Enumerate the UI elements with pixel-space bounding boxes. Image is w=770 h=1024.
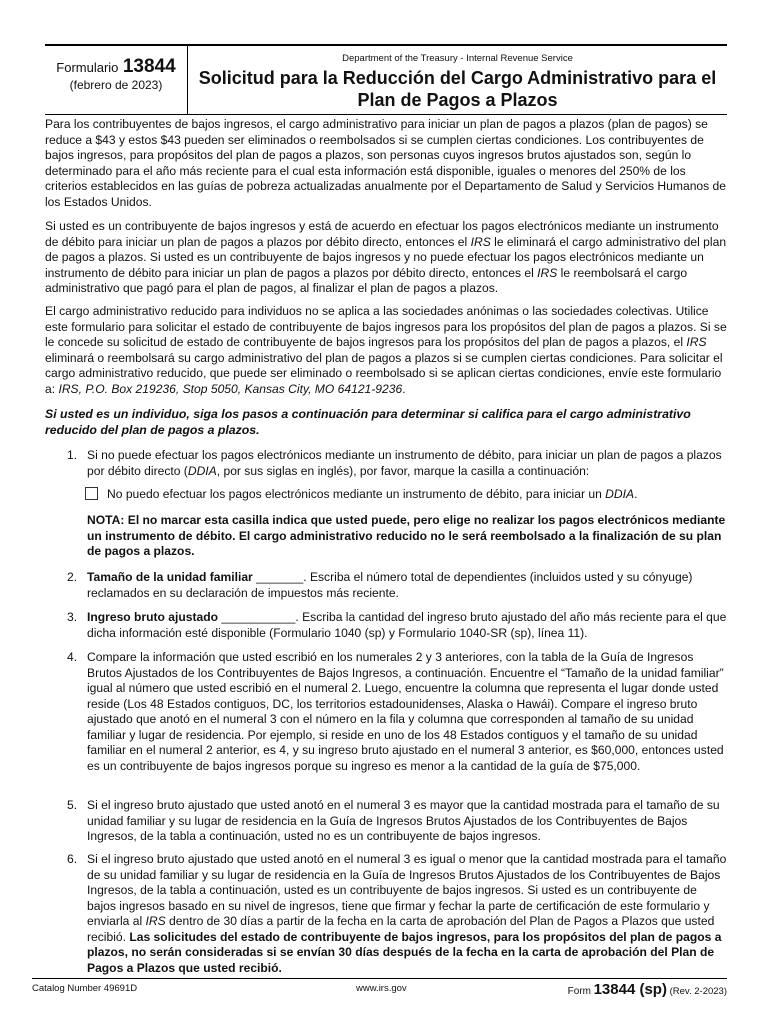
title-line-1: Solicitud para la Reducción del Cargo Administrativo para el: [198, 68, 717, 88]
instructions-lead: Si usted es un individuo, siga los pasos a continuación para determinar si califica para el cargo administrativo reducido del plan de pagos a plazos.: [45, 407, 691, 437]
intro-paragraph-1: Para los contribuyentes de bajos ingresos, el cargo administrativo para iniciar un plan de pagos a plazos (plan de pagos) se reduce a $43 y estos $43 pueden ser eliminados o reembolsados si se cumplen ciertas condiciones. Los contribuyentes de bajos ingresos, para propósitos del plan de pagos a plazos, son personas cuyos ingresos brutos ajustados son, según lo determinado para el año más reciente para el cual esta información está disponible, iguales o menores del 250% de los criterios establecidos en las guías de pobreza actualizadas anualmente por el Departamento de Salud y Servicios Humanos de los Estados Unidos.: [45, 117, 726, 209]
title-line-2: Plan de Pagos a Plazos: [357, 90, 558, 110]
p2-irs-1: IRS: [470, 234, 491, 249]
footer-form-id: [568, 981, 727, 998]
step-6-number: 6.: [67, 852, 78, 866]
debit-checkbox-row: [85, 487, 725, 503]
step-1-number: 1.: [67, 448, 78, 462]
form-id-box: [45, 46, 188, 114]
form-number: 13844: [122, 56, 176, 77]
debit-checkbox[interactable]: [85, 487, 98, 500]
title-box: [188, 46, 727, 114]
step-1-ddia: DDIA: [187, 463, 217, 478]
step-5-number: 5.: [67, 798, 78, 812]
p2-text-b: le eliminará el cargo administrativo del plan de pagos a plazos. Si usted es un contribuyente de bajos ingresos y no puede efectuar los pagos electrónicos mediante un instrumento de débito para iniciar un plan de pagos a plazos por débito directo, entonces el: [45, 234, 727, 280]
footer-form-number: 13844 (sp): [593, 981, 667, 998]
step-5: [67, 798, 727, 845]
footer-form-word: Form: [567, 986, 591, 997]
agi-field[interactable]: ___________: [218, 610, 296, 624]
p3-irs: IRS: [686, 335, 707, 349]
step-6-text-a: Si el ingreso bruto ajustado que usted anotó en el numeral 3 es igual o menor que la cantidad mostrada para el tamaño de su unidad familiar y su lugar de residencia en la Guía de Ingresos Brutos Ajustados de los Contribuyentes de Bajos Ingresos, de la tabla a continuación, usted es un contribuyente de bajos ingresos. Si usted es un contribuyente de bajos ingresos basado en su nivel de ingresos, tiene que firmar y fechar la parte de certificación de este formulario y enviarla al: [87, 852, 727, 928]
step-3-text: [87, 610, 727, 641]
step-1-text: [87, 448, 727, 479]
mailing-address: IRS, P.O. Box 219236, Stop 5050, Kansas City, MO 64121-9236: [58, 381, 403, 396]
step-2-rest: . Escriba el número total de dependientes (incluidos usted y su cónyuge) reclamados en su declaración de impuestos más reciente.: [87, 570, 693, 600]
department-line: Department of the Treasury - Internal Revenue Service: [342, 53, 573, 64]
form-title: [188, 67, 727, 111]
p3-end: .: [402, 381, 406, 396]
step-2-label: Tamaño de la unidad familiar: [87, 570, 253, 584]
p2-irs-2: IRS: [537, 265, 558, 280]
step-2-number: 2.: [67, 570, 78, 584]
footer-revision: (Rev. 2-2023): [669, 986, 727, 997]
step-3-label: Ingreso bruto ajustado: [87, 610, 219, 624]
step-5-text: Si el ingreso bruto ajustado que usted anotó en el numeral 3 es mayor que la cantidad mostrada para el tamaño de su unidad familiar y su lugar de residencia en la Guía de Ingresos Brutos Ajustados de los Contribuyentes de Bajos Ingresos, de la tabla a continuación, usted no es un contribuyente de bajos ingresos.: [87, 798, 720, 843]
checkbox-label-a: No puedo efectuar los pagos electrónicos mediante un instrumento de débito, para iniciar un: [107, 487, 606, 501]
household-size-field[interactable]: _______: [252, 570, 304, 584]
p2-text-a: Si usted es un contribuyente de bajos ingresos y está de acuerdo en efectuar los pagos electrónicos mediante un instrumento de débito para iniciar un plan de pagos a plazos por débito directo, entonces el: [45, 219, 719, 249]
step-6-text-b: dentro de 30 días a partir de la fecha en la carta de aprobación del Plan de Pagos a Plazos que usted recibió.: [87, 914, 715, 944]
form-date: (febrero de 2023): [69, 78, 163, 92]
step-2-text: [87, 570, 727, 601]
step-6-bold: Las solicitudes del estado de contribuyente de bajos ingresos, para los propósitos del plan de pagos a plazos, no serán consideradas si se envían 30 días después de la fecha en la carta de aprobación del Plan de Pagos a Plazos que usted recibió.: [87, 929, 722, 975]
form-header: [45, 44, 727, 115]
step-2: [67, 570, 727, 601]
p2-text-c: le reembolsará el cargo administrativo que pagó para el plan de pagos, al finalizar el plan de pagos a plazos.: [45, 265, 688, 295]
website-link[interactable]: www.irs.gov: [356, 983, 407, 994]
intro-paragraph-3: [45, 304, 727, 397]
step-3-rest: . Escriba la cantidad del ingreso bruto ajustado del año más reciente para el que dicha información esté disponible (Formulario 1040 (sp) y Formulario 1040-SR (sp), línea 11).: [87, 610, 727, 640]
note-text: NOTA: El no marcar esta casilla indica que usted puede, pero elige no realizar los pagos electrónicos mediante un instrumento de débito. El cargo administrativo reducido no le será reembolsado a la finalización de su plan de pagos a plazos.: [87, 513, 726, 558]
step-1-text-a: Si no puede efectuar los pagos electrónicos mediante un instrumento de débito, para iniciar un plan de pagos a plazos por débito directo (: [87, 448, 722, 478]
step-4-text: Compare la información que usted escribió en los numerales 2 y 3 anteriores, con la tabla de la Guía de Ingresos Brutos Ajustados de los Contribuyentes de Bajos Ingresos, a continuación. Encuentre el “Tamaño de la unidad familiar” igual al número que usted escribió en el numeral 2. Luego, encuentre la columna que representa el lugar donde usted reside (Los 48 Estados contiguos, DC, los territorios estadounidenses, Alaska o Hawái). Compare el ingreso bruto ajustado que anotó en el numeral 3 con el número en la fila y columna que corresponden al tamaño de su unidad familiar y lugar de residencia. Por ejemplo, si reside en uno de los 48 Estados contiguos y el tamaño de su unidad familiar en el numeral 2 anterior, es 4, y su ingreso bruto ajustado en el numeral 3 anterior, es $60,000, entonces usted es un contribuyente de bajos ingresos porque su ingreso es menor a la cantidad de la guía de $75,000.: [87, 650, 724, 773]
p3-text-b: eliminará o reembolsará su cargo administrativo del plan de pagos a plazos si se cumplen ciertas condiciones. Para solicitar el cargo administrativo reducido, que puede ser eliminado o reembolsado si se aplican ciertas condiciones, envíe este formulario a:: [45, 350, 723, 396]
step-6-text: [87, 852, 727, 976]
form-page: [45, 44, 727, 975]
step-1-text-b: , por sus siglas en inglés), por favor, marque la casilla a continuación:: [216, 463, 590, 478]
step-3: [67, 610, 727, 641]
step-4-number: 4.: [67, 650, 78, 664]
p3-text-a: El cargo administrativo reducido para individuos no se aplica a las sociedades anónimas o las sociedades colectivas. Utilice este formulario para solicitar el estado de contribuyente de bajos ingresos para los propósitos del plan de pagos a plazos. Si se le concede su solicitud de estado de contribuyente de bajos ingresos para los propósitos del plan de pagos a plazos, el: [45, 304, 727, 349]
intro-paragraph-2: [45, 219, 727, 297]
step-6-irs: IRS: [145, 914, 166, 928]
step-6: [67, 852, 727, 976]
checkbox-label-end: .: [634, 487, 638, 501]
page-footer: [32, 978, 727, 998]
step-1: [67, 448, 727, 479]
catalog-number: Catalog Number 49691D: [32, 983, 138, 994]
step-4: [67, 650, 727, 774]
form-word: Formulario: [56, 60, 119, 75]
step-3-number: 3.: [67, 610, 78, 624]
checkbox-label-ddia: DDIA: [605, 487, 635, 501]
